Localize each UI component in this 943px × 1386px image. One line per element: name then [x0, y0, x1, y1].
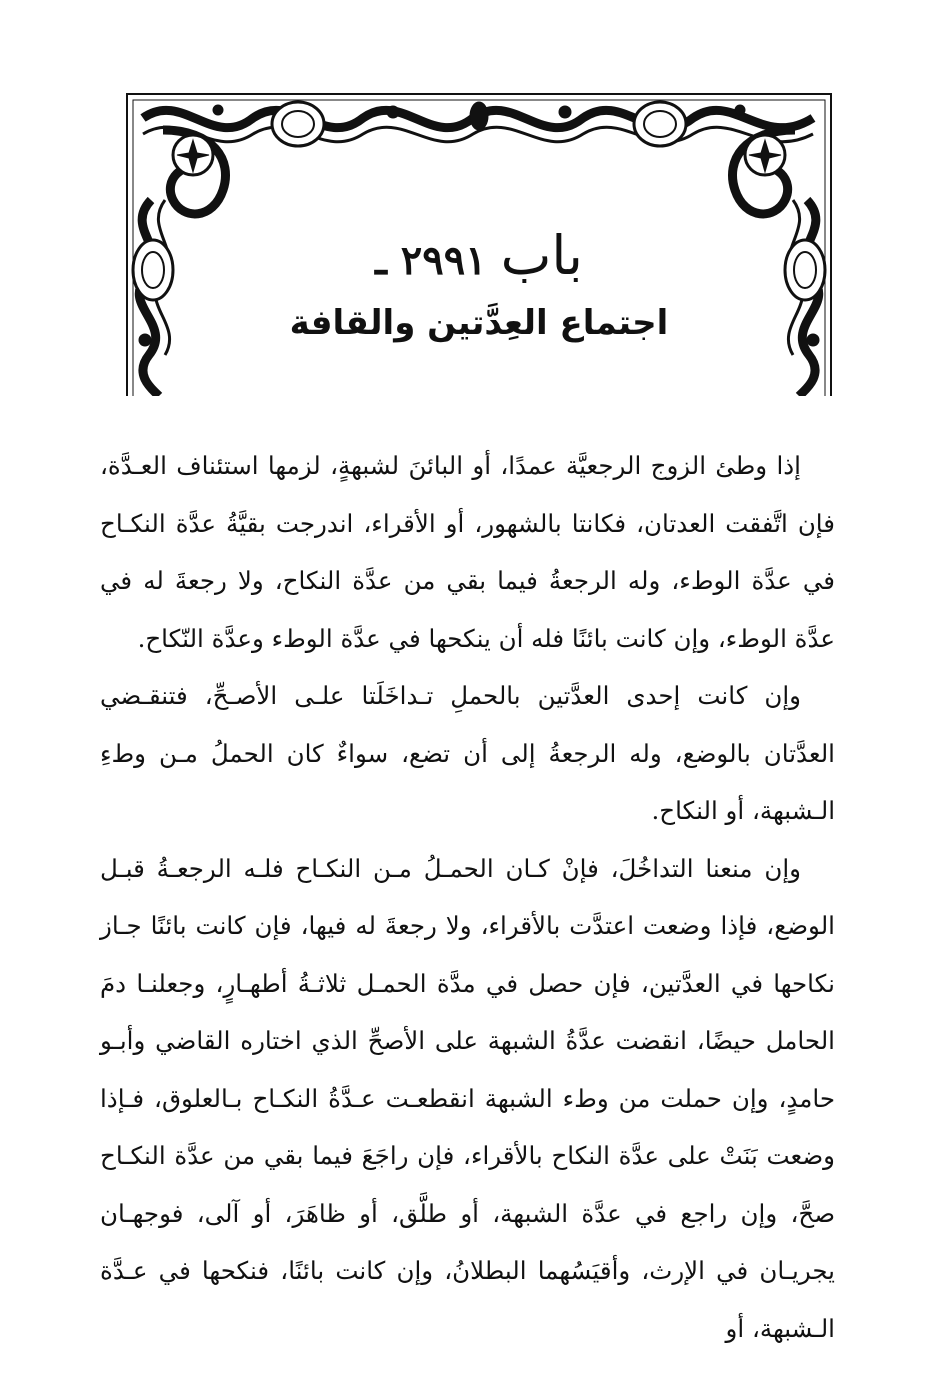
- body-text: [100, 437, 835, 1357]
- chapter-title: اجتماع العِدَّتين والقافة: [289, 303, 669, 343]
- chapter-word: باب: [500, 224, 583, 287]
- chapter-number: ٢٩٩١ ـ: [375, 237, 487, 284]
- chapter-number-line: [123, 224, 835, 289]
- paragraph: وإن منعنا التداخُلَ، فإنْ كـان الحمـلُ مـن النكـاح فلـه الرجعـةُ قبـل الوضع، فإذا وضعت اعتدَّت بالأقراء، ولا رجعةَ له فيها، فإن كانت بائنًا جـاز نكاحها في العدَّتين، فإن حصل في مدَّة الحمـل ثلاثـةُ أطهـارٍ، وجعلنـا دمَ الحامل حيضًا، انقضت عدَّةُ الشبهة على الأصحِّ الذي اختاره القاضي وأبـو حامدٍ، وإن حملت من وطء الشبهة انقطعـت عـدَّةُ النكـاح بـالعلوق، فـإذا وضعت بَنَتْ على عدَّة النكاح بالأقراء، فإن راجَعَ فيما بقي من عدَّة النكـاح صحَّ، وإن راجع في عدَّة الشبهة، أو طلَّق، أو ظاهَرَ، أو آلى، فوجهـان يجريـان في الإرث، وأقيَسُهما البطلانُ، وإن كانت بائنًا، فنكحها في عـدَّة الـشبهة، أو: [100, 853, 835, 1343]
- chapter-heading: [123, 224, 835, 343]
- paragraph: وإن كانت إحدى العدَّتين بالحملِ تـداخَلَتا علـى الأصـحِّ، فتنقـضي العدَّتان بالوضع، وله الرجعةُ إلى أن تضع، سواءٌ كان الحملُ مـن وطءِ الـشبهة، أو النكاح.: [100, 681, 835, 825]
- paragraph: إذا وطئ الزوج الرجعيَّة عمدًا، أو البائنَ لشبهةٍ، لزمها استئناف العـدَّة، فإن اتَّفقت العدتان، فكانتا بالشهور، أو الأقراء، اندرجت بقيَّةُ عدَّة النكـاح في عدَّة الوطء، وله الرجعةُ فيما بقي من عدَّة النكاح، ولا رجعةَ له في عدَّة الوطء، وإن كانت بائنًا فله أن ينكحها في عدَّة الوطء وعدَّة النّكاح.: [100, 451, 835, 653]
